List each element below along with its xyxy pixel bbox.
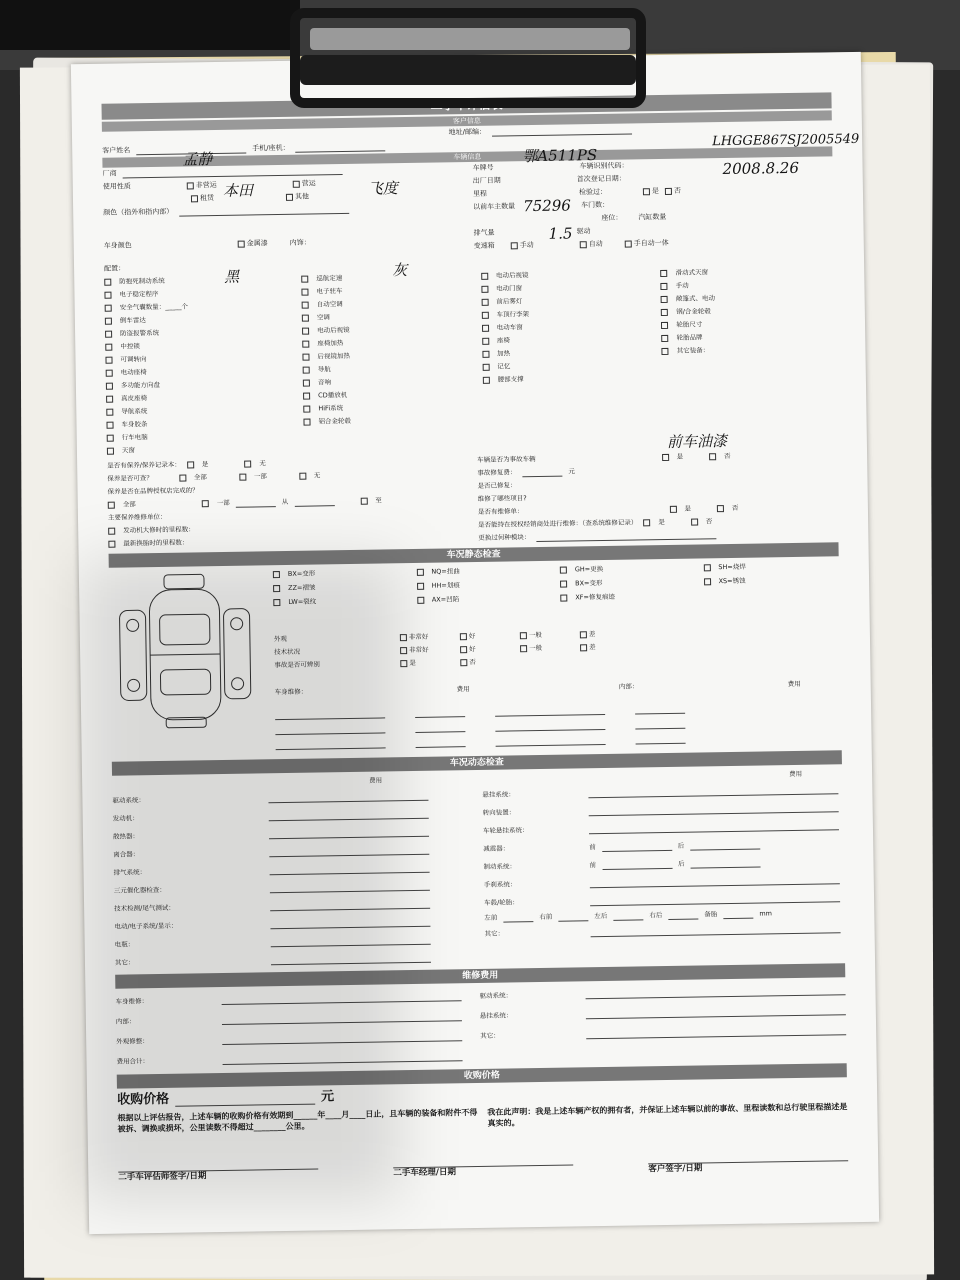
config-col-4 [660,264,836,449]
vin-label: 车辆识别代码： [579,161,629,171]
handwritten-displacement: 1.5 [548,224,573,243]
grade-label: 是 [409,659,416,668]
checkbox[interactable] [481,312,488,319]
dynamic-left [112,773,475,972]
dyn-label: 转向装置： [482,808,516,817]
checkbox[interactable] [303,367,310,374]
customer-signature-label: 客户签字/日期 [648,1163,703,1174]
checkbox[interactable] [303,406,310,413]
config-item-label: 轮胎尺寸 [676,320,703,330]
checkbox[interactable] [301,276,308,283]
config-item [303,413,477,429]
checkbox[interactable] [520,645,527,652]
damage-codes [273,559,840,609]
checkbox[interactable] [661,283,668,290]
damage-code [560,576,696,591]
checkbox[interactable] [302,341,309,348]
damage-code [273,566,409,581]
tire-label: 右前 [539,913,553,922]
checkbox[interactable] [482,325,489,332]
dyn-label: 技术检测/尾气测试： [114,903,175,913]
customer-band: 客户信息 [102,110,832,131]
damage-code-label: HH=划痕 [431,581,460,591]
config-item-label: 自动空调 [316,300,343,309]
config-item-label: 车身胶条 [121,420,148,429]
plate-label: 车牌号 [472,163,494,173]
config-item-label: 多功能方向盘 [120,381,160,390]
config-item-label: 滑动式天窗 [675,268,709,278]
validity-text: 根据以上评估报告，上述车辆的收购价格有效期到______年____月____日止，且车辆的装备和附件不得被拆、调换或损坏，公里读数不得超过________公里。 [117,1108,478,1135]
damage-code [416,564,552,579]
checkbox[interactable] [460,633,467,640]
checkbox[interactable] [302,302,309,309]
declaration-text: 我在此声明：我是上述车辆产权的拥有者，并保证上述车辆以前的事故、里程读数和总行驶里程描述是真实的。 [487,1102,848,1129]
price-unit: 元 [321,1089,335,1105]
phone-line [295,142,385,152]
damage-code-label: SH=烧焊 [718,563,746,572]
checkbox[interactable] [303,393,310,400]
drive-label: 驱动 [576,227,591,236]
static-fee-label: 费用 [456,685,470,694]
checkbox[interactable] [104,292,111,299]
checkbox[interactable] [483,377,490,384]
rear-label: 后 [677,841,685,850]
config-item-label: 防抱死制动系统 [119,277,165,286]
dyn-label: 电动/电子系统/显示： [114,921,178,931]
checkbox[interactable] [301,289,308,296]
checkbox[interactable] [482,351,489,358]
fee-label: 费用 [369,776,383,786]
grade-label: 一般 [528,631,542,640]
config-col-3 [481,267,657,452]
cyl-label: 汽缸数量 [638,213,667,222]
checkbox[interactable] [105,357,112,364]
dyn-label: 驱动系统： [112,796,145,805]
checkbox[interactable] [416,569,423,576]
checkbox[interactable] [662,335,669,342]
dyn-label: 离合器： [113,850,140,859]
checkbox[interactable] [273,599,280,606]
dyn-label: 车毂/轮胎： [484,898,519,907]
repair-label: 外观修整： [116,1037,149,1046]
checkbox[interactable] [105,318,112,325]
static-interior-label: 内部： [618,682,639,692]
repair-label: 驱动系统： [479,991,513,1000]
config-item [107,442,298,458]
manager-signature-label: 二手车经理/日期 [393,1166,456,1178]
repair-label: 车身维修： [115,997,149,1006]
config-item-label: 防盗报警系统 [120,329,160,338]
dyn-label: 排气系统： [113,868,147,877]
repair-left [115,986,470,1072]
damage-code-label: BX=变形 [287,569,316,579]
dyn-label: 发动机： [112,814,139,823]
config-item-label: 座椅加热 [317,339,344,348]
damage-code-label: AX=凹陷 [431,595,460,605]
config-item-label: 音响 [317,378,331,387]
checkbox[interactable] [303,380,310,387]
customer-name-label: 客户姓名 [102,146,131,155]
door-label: 车门数： [581,200,610,210]
grade-label: 差 [588,630,596,639]
config-item-label: 中控锁 [120,342,140,351]
tire-label: 右后 [649,911,663,920]
handwritten-color-out: 黑 [224,267,240,286]
damage-code [273,580,409,595]
static-fee-label-2: 费用 [787,680,801,689]
price-label: 收购价格 [117,1091,170,1108]
config-item-label: HiFi系统 [318,404,344,413]
checkbox[interactable] [106,396,113,403]
config-col-1 [104,273,298,458]
grade-row-label: 外观 [273,635,287,644]
damage-code-label: XS=锈蚀 [718,577,746,586]
config-item-label: 前后雾灯 [496,297,523,307]
config-item-label: 天窗 [121,446,136,455]
first-reg-label: 首次登记日期： [576,174,626,184]
handwritten-make: 飞度 [367,179,399,198]
appraisal-form-sheet: 二手车评估表 客户信息 地址/邮编： 客户姓名 手机/座机： 车辆信息 厂商 使用性质 非营运 营运 租赁 其他 颜色（指外和指内部） 车身颜色 金属漆 内饰： 车牌号 车辆识别代码： 出厂日期 首次登记日期： 里程 检验过： 是 否 以前车主数量 车门数： 座位： 汽缸数量 排气量 驱动 变速箱 手动 自动 手自动一体 配置： 防抱死制动系统 电子稳定程序 安全气囊数量：_____个 倒车雷达 防盗报警系统 中控锁 可调转向 电动座椅 多功能方向盘 真皮座椅 导航系统 车身胶条 行车电脑 天窗 巡航定速 电子驻车 自动空调 空调 电动后视镜 座椅加热 后视镜加热 导航 音响 CD播放机 HiFi系统 铝合金轮毂 电动后视镜 电动门窗 前后雾灯 车顶行李架 电动车窗 座椅 加热 记忆 腰部支撑 滑动式天窗 手动 敞篷式、电动 钢/合金轮毂 轮胎尺寸 轮胎品牌 其它装备： 是否有保养/保养记录本： 是 无 保养是否可查？ 全部 一部 无 保养是否在品牌授权店完成的？ 全部 一部 从 至 主要保养维修单位： 发动机大修时的里程数： 最新换胎时的里程数： 车辆是否为事故车辆 是 否 事故修复费： 元 是否已修复： 维修了哪些项目? 是否有维修单： 是 否 是否能持在授权经销商处进行维修：（查系统维修记录） 是 否 更换过何种模块： 车况静态检查 BX=变形 NQ=扭曲 GH=更换 SH=烧焊 ZZ=褶皱 HH=划痕 BX=变形 XS=锈蚀 LW=裂纹 AX=凹陷 XF=修复痕迹 外观 非常好 好 一般 差 技术状况 非常好 好 一般 差 事故是否可辨别 是 否 车身维修： 费用 内部： 费用 车况动态检查 费用 驱动系统： 发动机： 散热器： 离合器： 排气系统： 三元催化器检查： 技术检测/尾气测试： 电动/电子系统/显示： 电瓶： 其它： 费用 悬挂系统： 转向装置： 车轮悬挂系统： 减震器： 前 后 制动系统： 前 后 手刹系统： 车毂/轮胎： 左前 右前 左后 右后 备胎 mm 其它： 维修费用 车身维修： 内部： 外观修整： 费用合计： 驱动系统： 悬挂系统： 其它： 收购价格 收购价格 元 根据以上评估报告，上述车辆的收购价格有效期到______年____月____日止，且车辆的装备和附件不得被拆、调换或损坏，公里读数不得超过________公里。 我在此声明：我是上述车辆产权的拥有者，并保证上述车辆以前的事故、里程读数和总行驶里程描述是真实的。 二手车评估师签字/日期 二手车经理/日期 客户签字/日期 孟静 LHGGE867SJ2005549 鄂A511PS 2008.8.26 75296 1.5 本田 飞度 黑 灰 前车油漆 [71,52,879,1234]
checkbox[interactable] [662,348,669,355]
static-band: 车况静态检查 [109,542,839,567]
maker-label: 厂商 [102,169,117,178]
mileage-label: 里程 [472,189,488,199]
config-item-label: 座椅 [496,336,511,346]
checkbox[interactable] [661,309,668,316]
grade-row-label: 技术状况 [274,648,301,657]
dyn-label: 电瓶： [114,940,135,949]
dyn-label: 三元催化器检查： [113,885,166,895]
repair-label: 内部： [115,1017,136,1026]
checkbox[interactable] [106,383,113,390]
checkbox[interactable] [703,564,710,571]
config-item-label: 钢/合金轮毂 [676,307,711,317]
config-label: 配置： [104,264,126,273]
checkbox[interactable] [460,646,467,653]
gearbox-label: 变速箱 [473,241,495,251]
checkbox[interactable] [273,571,280,578]
dyn-label: 车轮悬挂系统： [482,826,529,835]
front-label: 前 [589,861,597,870]
price-line [175,1091,315,1107]
config-item-label: 车顶行李架 [496,310,530,320]
dyn-label: 散热器： [112,832,140,841]
checkbox[interactable] [560,595,567,602]
tire-label: 备胎 [704,910,718,919]
front-label: 前 [589,843,596,852]
checkbox[interactable] [661,296,668,303]
dyn-label: 其它： [114,958,135,967]
config-item-label: 腰部支撑 [497,375,524,385]
tire-label: mm [759,909,773,919]
checkbox[interactable] [580,631,587,638]
dynamic-band: 车况动态检查 [112,750,842,775]
config-item-label: 电动座椅 [120,368,147,377]
checkbox[interactable] [106,370,113,377]
dyn-label: 制动系统： [483,862,517,871]
checkbox[interactable] [104,279,111,286]
seat-label: 座位： [601,213,623,223]
phone-label: 手机/座机： [252,143,290,153]
dyn-label: 手刹系统： [483,880,517,889]
damage-code-label: BX=变形 [575,579,603,588]
handwritten-mileage: 75296 [523,196,571,216]
desk-object [0,0,300,50]
purchase-band: 收购价格 [117,1063,847,1088]
damage-code [417,578,553,593]
config-item-label: CD播放机 [318,391,348,400]
repair-band: 维修费用 [115,963,845,988]
checkbox[interactable] [482,364,489,371]
handwritten-brand: 本田 [222,181,254,200]
checkbox[interactable] [560,567,567,574]
checkbox[interactable] [417,583,424,590]
config-item-label: 加热 [497,349,511,359]
handwritten-repairs: 前车油漆 [666,432,728,451]
owners-label: 以前车主数量 [473,202,516,212]
dyn-label: 其它： [484,929,505,938]
appraiser-signature-label: 二手车评估师签字/日期 [118,1170,207,1183]
grade-label: 好 [469,645,476,654]
config-item-label: 电子驻车 [316,287,343,296]
damage-code [273,594,409,609]
config-item-label: 电子稳定程序 [119,290,159,299]
damage-code [703,559,839,574]
config-item-label: 真皮座椅 [121,394,148,403]
grade-label: 非常好 [409,646,429,655]
checkbox[interactable] [417,597,424,604]
handwritten-vin: LHGGE867SJ2005549 [712,131,860,150]
use-label: 使用性质 [102,182,131,191]
config-item-label: 空调 [316,313,330,322]
config-item-label: 可调转向 [120,355,147,364]
checkbox[interactable] [482,338,489,345]
body-repair-label: 车身维修： [274,688,308,697]
checkbox[interactable] [302,328,309,335]
checkbox[interactable] [704,578,711,585]
damage-code [560,562,696,577]
checkbox[interactable] [520,632,527,639]
color-spec-label: 颜色（指外和指内部） [103,207,174,217]
config-item-label: 其它装备： [676,346,710,356]
tire-label: 左前 [484,914,498,923]
checkbox[interactable] [105,305,112,312]
dynamic-right [482,767,845,966]
grade-label: 好 [468,632,476,641]
repair-label: 费用合计： [116,1057,150,1066]
form-title: 二手车评估表 [101,92,831,119]
handwritten-plate: 鄂A511PS [522,146,598,166]
checkbox[interactable] [302,354,309,361]
checkbox[interactable] [303,419,310,426]
config-item-label: 后视镜加热 [317,352,351,361]
inspection-label: 检验过： [578,187,607,197]
checkbox[interactable] [481,273,488,280]
damage-code-label: NQ=扭曲 [431,567,460,577]
checkbox[interactable] [105,344,112,351]
vehicle-band: 车辆信息 [102,146,832,167]
config-item-label: 电动车窗 [496,323,523,333]
config-item [482,371,656,387]
damage-code [703,573,839,588]
config-item-label: 倒车雷达 [119,316,146,325]
damage-code [417,592,553,607]
config-item-label: 导航系统 [121,407,148,416]
config-item [662,342,836,358]
checkbox[interactable] [107,435,114,442]
checkbox[interactable] [661,322,668,329]
displacement-label: 排气量 [473,228,495,238]
config-item-label: 手动 [675,282,689,291]
grade-label: 否 [469,658,476,667]
checkbox[interactable] [560,581,567,588]
tire-label: 左后 [594,912,608,921]
checkbox[interactable] [400,634,407,641]
checkbox[interactable] [400,647,407,654]
config-item-label: 导航 [317,365,331,374]
checkbox[interactable] [481,286,488,293]
config-item-label: 铝合金轮毂 [318,417,352,426]
checkbox[interactable] [302,315,309,322]
fee-label: 费用 [789,770,803,779]
config-item-label: 巡航定速 [316,274,343,283]
checkbox[interactable] [106,409,113,416]
grade-label: 差 [589,643,596,652]
checkbox[interactable] [460,659,467,666]
handwritten-date: 2008.8.26 [722,158,800,179]
checkbox[interactable] [481,299,488,306]
config-item-label: 电动后视镜 [495,271,529,281]
damage-code-label: XF=修复痕迹 [575,593,616,602]
config-item-label: 敞篷式、电动 [675,294,716,304]
config-col-2 [301,270,477,455]
repair-label: 其它： [480,1031,500,1040]
grade-row-label: 事故是否可辨别 [274,660,320,670]
repair-left-item [116,1046,470,1072]
dyn-label: 减震器： [483,844,510,853]
damage-code-label: LW=裂纹 [288,597,317,607]
damage-code [560,590,696,605]
checkbox[interactable] [105,331,112,338]
checkbox[interactable] [107,448,114,455]
grade-label: 一般 [529,644,543,653]
grade-table [274,624,841,672]
config-item-label: 轮胎品牌 [676,333,703,343]
interior-label: 内饰： [289,238,311,247]
repair-right [479,980,846,1066]
checkbox[interactable] [106,422,113,429]
damage-code-label: ZZ=褶皱 [288,583,316,593]
config-item-label: 电动后视镜 [317,326,350,335]
checkbox[interactable] [661,270,668,277]
config-item-label: 电动门窗 [496,284,523,294]
handwritten-name: 孟静 [182,150,213,169]
checkbox[interactable] [580,644,587,651]
rear-label: 后 [677,859,685,868]
body-color-label: 车身颜色 [103,241,132,250]
grade-label: 非常好 [408,633,429,642]
clipboard-lever[interactable] [300,55,636,85]
checkbox[interactable] [273,585,280,592]
dyn-label: 悬挂系统： [482,790,515,799]
repair-label: 悬挂系统： [479,1011,513,1020]
handwritten-color-in: 灰 [391,261,408,280]
config-item-label: 安全气囊数量：_____个 [119,302,188,312]
car-diagram [109,568,261,730]
config-item-label: 行车电脑 [121,433,148,442]
damage-code-label: GH=更换 [574,565,604,574]
checkbox[interactable] [400,660,407,667]
mfg-date-label: 出厂日期 [472,176,501,186]
address-line [492,125,632,136]
address-label: 地址/邮编： [448,127,487,137]
config-item-label: 记忆 [497,362,511,372]
